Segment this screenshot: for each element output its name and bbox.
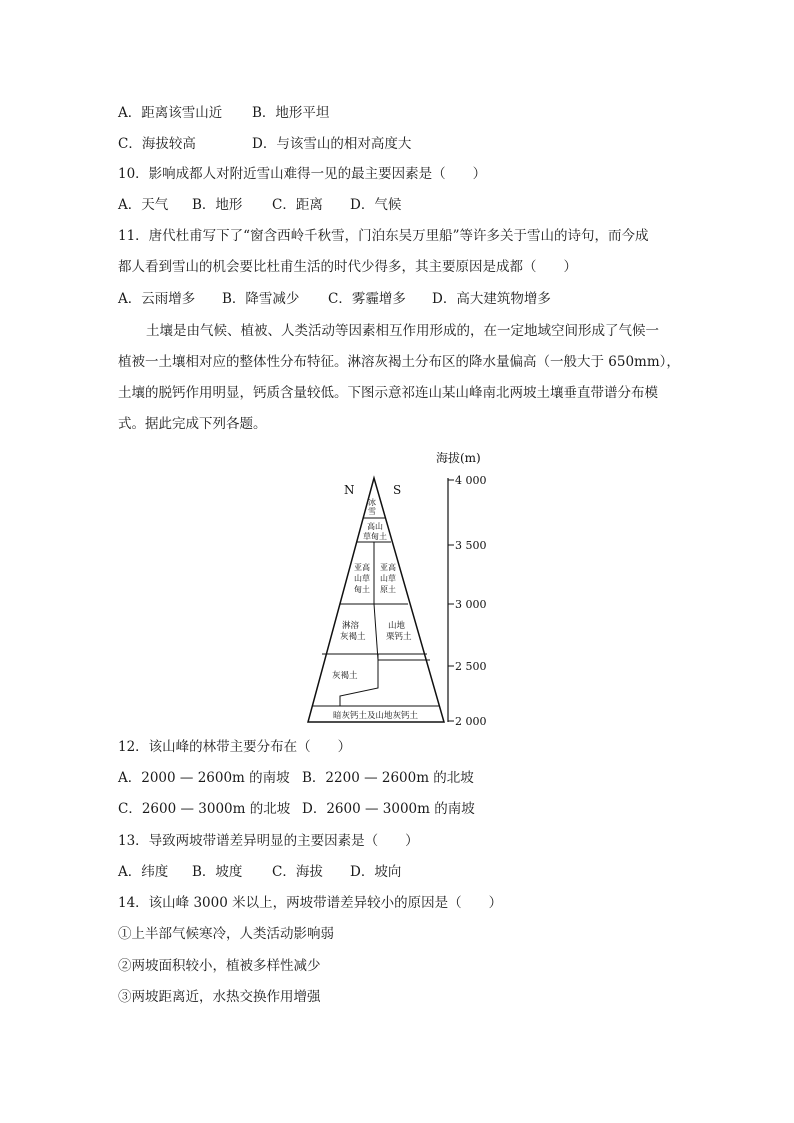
q10-option-d: D．气候 (350, 197, 402, 213)
q10-option-b: B．地形 (192, 197, 243, 213)
mountain-outline (308, 478, 444, 722)
tick-label-2000: 2 000 (455, 715, 487, 728)
zone-base-soils: 暗灰钙土及山地灰钙土 (333, 711, 419, 721)
q10-option-c: C．距离 (272, 197, 323, 213)
tick-label-3000: 3 000 (455, 598, 487, 611)
q13-option-c: C．海拔 (272, 864, 323, 880)
q11-stem-line-1: 11．唐代杜甫写下了“窗含西岭千秋雪，门泊东吴万里船”等许多关于雪山的诗句，而今成 (118, 228, 649, 244)
q14-statement-2: ②两坡面积较小，植被多样性减少 (118, 958, 321, 974)
q11-option-a: A．云雨增多 (118, 291, 196, 307)
q14-stem: 14．该山峰 3000 米以上，两坡带谱差异较小的原因是（ ） (118, 895, 503, 911)
zone-subalpine-steppe-1: 亚高 (380, 563, 396, 572)
zone-alpine-meadow-2: 草甸土 (363, 532, 387, 541)
passage-line-2: 植被一土壤相对应的整体性分布特征。淋溶灰褐土分布区的降水量偏高（一般大于 650mm）， (118, 354, 680, 370)
q13-option-d: D．坡向 (350, 864, 402, 880)
passage-line-3: 土壤的脱钙作用明显，钙质含量较低。下图示意祁连山某山峰南北两坡土壤垂直带谱分布模 (118, 385, 658, 401)
q13-option-b: B．坡度 (192, 864, 243, 880)
q12-option-a: A．2000 — 2600m 的南坡 (118, 770, 290, 786)
q9-option-d: D．与该雪山的相对高度大 (252, 136, 412, 152)
q12-option-c: C．2600 — 3000m 的北坡 (118, 801, 291, 817)
q12-option-b: B．2200 — 2600m 的北坡 (302, 770, 474, 786)
zone-alpine-meadow-1: 高山 (367, 522, 383, 531)
q12-stem: 12．该山峰的林带主要分布在（ ） (118, 739, 352, 755)
zone-subalpine-steppe-2: 山草 (380, 574, 396, 583)
q9-option-b: B．地形平坦 (252, 105, 330, 121)
q14-statement-1: ①上半部气候寒冷，人类活动影响弱 (118, 926, 334, 942)
q13-stem: 13．导致两坡带谱差异明显的主要因素是（ ） (118, 833, 419, 849)
q13-option-a: A．纬度 (118, 864, 169, 880)
zone-leached-grey-1: 淋溶 (342, 621, 360, 631)
q9-option-c: C．海拔较高 (118, 136, 196, 152)
zone-subalpine-meadow-2: 山草 (354, 574, 370, 583)
soil-vertical-zonation-diagram (300, 448, 500, 730)
tick-label-2500: 2 500 (455, 660, 487, 673)
zone-subalpine-meadow-1: 亚高 (354, 563, 370, 572)
tick-label-4000: 4 000 (455, 474, 487, 487)
zone-ice-snow-2: 雪 (368, 507, 376, 516)
passage-line-1: 土壤是由气候、植被、人类活动等因素相互作用形成的，在一定地域空间形成了气候一 (146, 323, 659, 339)
q11-option-d: D．高大建筑物增多 (432, 291, 551, 307)
zone-grey-cinnamon: 灰褐土 (332, 671, 358, 681)
zone-subalpine-steppe-3: 原土 (380, 585, 396, 594)
q11-option-c: C．雾霾增多 (328, 291, 406, 307)
south-label: S (393, 483, 402, 497)
zone-mountain-chestnut-2: 栗钙土 (386, 632, 412, 642)
q11-stem-line-2: 都人看到雪山的机会要比杜甫生活的时代少得多，其主要原因是成都（ ） (118, 259, 577, 275)
q12-option-d: D．2600 — 3000m 的南坡 (302, 801, 475, 817)
q10-option-a: A．天气 (118, 197, 169, 213)
q9-option-a: A．距离该雪山近 (118, 105, 223, 121)
zone-subalpine-meadow-3: 甸土 (354, 585, 370, 594)
passage-line-4: 式。据此完成下列各题。 (118, 416, 267, 432)
zone-mountain-chestnut-1: 山地 (388, 621, 406, 631)
altitude-axis-title: 海拔(m) (436, 451, 481, 465)
q10-stem: 10．影响成都人对附近雪山难得一见的最主要因素是（ ） (118, 166, 487, 182)
zone-leached-grey-2: 灰褐土 (340, 632, 366, 642)
q14-statement-3: ③两坡距离近，水热交换作用增强 (118, 989, 321, 1005)
north-label: N (344, 483, 355, 497)
zone-ice-snow-1: 冰 (368, 498, 376, 507)
tick-label-3500: 3 500 (455, 539, 487, 552)
q11-option-b: B．降雪减少 (222, 291, 300, 307)
